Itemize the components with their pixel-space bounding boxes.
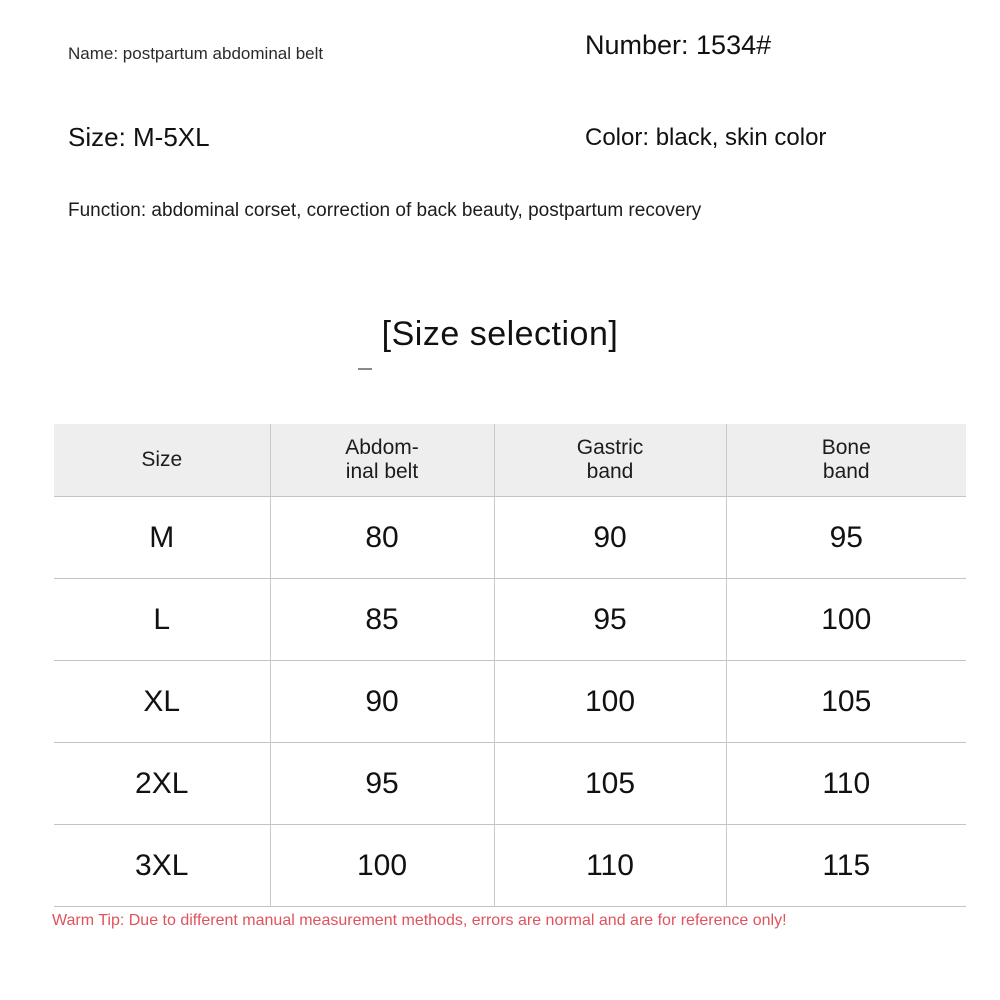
spec-function: Function: abdominal corset, correction of back beauty, postpartum recovery	[68, 200, 702, 221]
cell-abdominal-belt: 100	[270, 825, 494, 907]
table-row	[54, 497, 966, 579]
cell-size: XL	[54, 661, 270, 743]
table-row	[54, 661, 966, 743]
table-row	[54, 743, 966, 825]
column-header-gastric-band-line1: Gastric	[576, 435, 644, 459]
cell-bone-band: 105	[726, 661, 966, 743]
spec-size: Size: M-5XL	[68, 122, 210, 152]
title-underline-mark	[358, 368, 372, 370]
spec-color: Color: black, skin color	[585, 124, 827, 151]
table-body	[54, 497, 966, 907]
cell-abdominal-belt: 85	[270, 579, 494, 661]
column-header-abdominal-belt	[270, 424, 494, 497]
table-header-row	[54, 424, 966, 497]
cell-size: 2XL	[54, 743, 270, 825]
cell-bone-band: 110	[726, 743, 966, 825]
column-header-size: Size	[54, 424, 270, 497]
cell-size: 3XL	[54, 825, 270, 907]
cell-size: L	[54, 579, 270, 661]
column-header-abdominal-belt-line2: inal belt	[345, 460, 419, 483]
spec-number: Number: 1534#	[585, 30, 772, 60]
column-header-bone-band	[726, 424, 966, 497]
column-header-bone-band-line2: band	[822, 460, 870, 483]
cell-abdominal-belt: 90	[270, 661, 494, 743]
cell-size: M	[54, 497, 270, 579]
cell-gastric-band: 95	[494, 579, 726, 661]
table-header	[54, 424, 966, 497]
column-header-abdominal-belt-line1: Abdom-	[345, 435, 419, 459]
section-title: [Size selection]	[381, 315, 619, 353]
cell-gastric-band: 105	[494, 743, 726, 825]
column-header-gastric-band-line2: band	[586, 460, 634, 483]
cell-bone-band: 95	[726, 497, 966, 579]
spec-name: Name: postpartum abdominal belt	[68, 44, 324, 63]
table-row	[54, 825, 966, 907]
cell-abdominal-belt: 80	[270, 497, 494, 579]
size-chart-table	[54, 424, 966, 907]
cell-bone-band: 100	[726, 579, 966, 661]
warm-tip-note: Warm Tip: Due to different manual measurement methods, errors are normal and are for reference only!	[52, 912, 787, 929]
cell-gastric-band: 100	[494, 661, 726, 743]
cell-abdominal-belt: 95	[270, 743, 494, 825]
column-header-bone-band-line1: Bone	[821, 435, 871, 459]
column-header-gastric-band	[494, 424, 726, 497]
table-row	[54, 579, 966, 661]
cell-bone-band: 115	[726, 825, 966, 907]
cell-gastric-band: 110	[494, 825, 726, 907]
cell-gastric-band: 90	[494, 497, 726, 579]
